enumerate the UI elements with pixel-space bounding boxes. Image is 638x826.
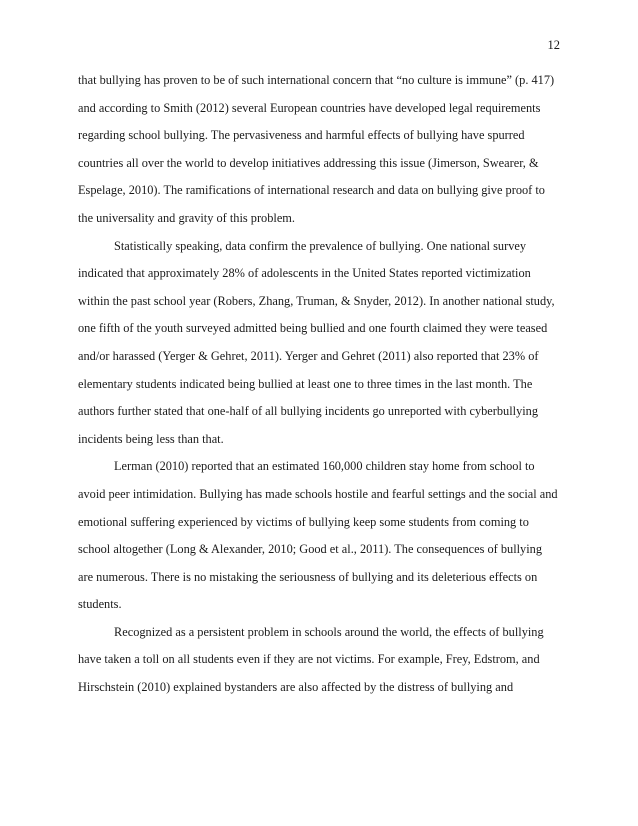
text-line: Recognized as a persistent problem in schools around the world, the effects of bullying (114, 624, 544, 639)
text-line: elementary students indicated being bullied at least one to three times in the last month. The (78, 376, 533, 391)
text-line: and/or harassed (Yerger & Gehret, 2011). Yerger and Gehret (2011) also reported that 23% of (78, 348, 539, 363)
paragraph-1 (78, 67, 563, 233)
text-line: the universality and gravity of this problem. (78, 210, 295, 225)
text-line: that bullying has proven to be of such international concern that “no culture is immune” (p. 417) (78, 73, 555, 87)
text-line: and according to Smith (2012) several European countries have developed legal requirements (78, 100, 541, 115)
text-line: Hirschstein (2010) explained bystanders are also affected by the distress of bullying and (78, 680, 514, 695)
body-text (78, 67, 563, 702)
text-line: avoid peer intimidation. Bullying has made schools hostile and fearful settings and the social and (78, 486, 558, 501)
text-line: students. (78, 597, 122, 612)
text-line: one fifth of the youth surveyed admitted being bullied and one fourth claimed they were teased (78, 321, 548, 336)
text-line: Espelage, 2010). The ramifications of international research and data on bullying give proof to (78, 183, 545, 198)
text-line: school altogether (Long & Alexander, 2010; Good et al., 2011). The consequences of bullying (78, 542, 542, 557)
text-line: within the past school year (Robers, Zhang, Truman, & Snyder, 2012). In another national study, (78, 293, 555, 308)
text-line: Lerman (2010) reported that an estimated 160,000 children stay home from school to (114, 459, 535, 474)
text-line: regarding school bullying. The pervasiveness and harmful effects of bullying have spurred (78, 128, 525, 143)
text-line: emotional suffering experienced by victims of bullying keep some students from coming to (78, 514, 529, 529)
page-number: 12 (547, 38, 560, 52)
text-line: incidents being less than that. (78, 431, 224, 446)
text-line: indicated that approximately 28% of adolescents in the United States reported victimization (78, 266, 531, 281)
text-line: countries all over the world to develop initiatives addressing this issue (Jimerson, Swearer, & (78, 155, 539, 170)
text-line: Statistically speaking, data confirm the prevalence of bullying. One national survey (114, 238, 527, 253)
paragraph-3 (78, 453, 563, 619)
text-line: authors further stated that one-half of all bullying incidents go unreported with cyberbullying (78, 404, 539, 419)
paragraph-2 (78, 233, 563, 454)
text-line: are numerous. There is no mistaking the seriousness of bullying and its deleterious effects on (78, 569, 538, 584)
paragraph-4 (78, 619, 563, 702)
text-line: have taken a toll on all students even if they are not victims. For example, Frey, Edstrom, and (78, 652, 540, 667)
